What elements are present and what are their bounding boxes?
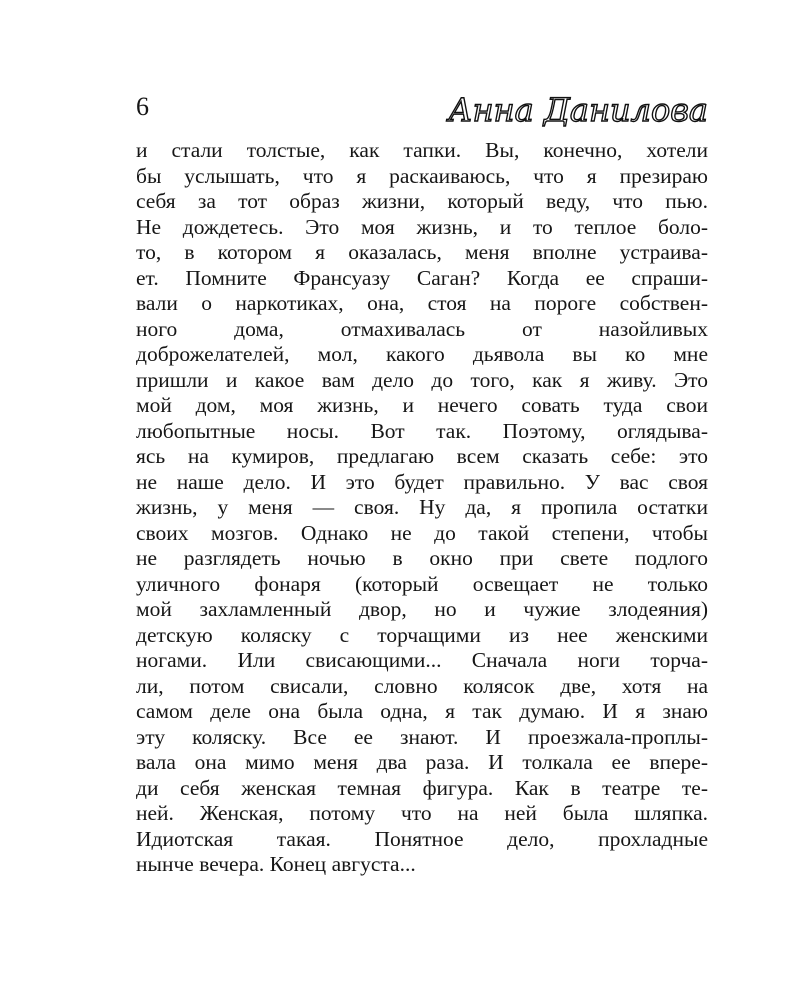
text-line: не наше дело. И это будет правильно. У вас своя (136, 469, 708, 494)
text-line: ней. Женская, потому что на ней была шляпка. (136, 801, 708, 825)
text-line: уличного фонаря (который освещает не только (136, 571, 708, 596)
text-line: любопытные носы. Вот так. Поэтому, оглядыва- (136, 418, 708, 443)
text-line: доброжелателей, мол, какого дьявола вы ко мне (136, 342, 708, 366)
page-number: 6 (136, 92, 149, 121)
text-line: самом деле она была одна, я так думаю. И я знаю (136, 699, 708, 723)
text-line: ли, потом свисали, словно колясок две, хотя на (136, 673, 708, 698)
text-line: то, в котором я оказалась, меня вполне устраива- (136, 240, 708, 264)
text-line: не разглядеть ночью в окно при свете подлого (136, 546, 708, 570)
text-line: Идиотская такая. Понятное дело, прохладные (136, 826, 708, 851)
author-name-graphic (420, 90, 710, 130)
text-line: ди себя женская темная фигура. Как в театре те- (136, 775, 708, 800)
text-line: ясь на кумиров, предлагаю всем сказать себе: это (136, 444, 708, 468)
text-line: мой дом, моя жизнь, и нечего совать туда свои (136, 393, 708, 417)
text-line: своих мозгов. Однако не до такой степени, чтобы (136, 520, 708, 545)
text-line: вали о наркотиках, она, стоя на пороге собствен- (136, 291, 708, 315)
body-text (136, 138, 708, 878)
text-line: эту коляску. Все ее знают. И проезжала-проплы- (136, 724, 708, 749)
text-line: и стали толстые, как тапки. Вы, конечно, хотели (136, 138, 708, 162)
text-line: бы услышать, что я раскаиваюсь, что я презираю (136, 163, 708, 188)
text-line: вала она мимо меня два раза. И толкала ее впере- (136, 750, 708, 774)
text-line: жизнь, у меня — своя. Ну да, я пропила остатки (136, 495, 708, 519)
text-line: ногами. Или свисающими... Сначала ноги торча- (136, 648, 708, 672)
text-line: нынче вечера. Конец августа... (136, 852, 416, 876)
text-line: детскую коляску с торчащими из нее женскими (136, 622, 708, 647)
text-line: ет. Помните Франсуазу Саган? Когда ее спраши- (136, 265, 708, 290)
text-line: пришли и какое вам дело до того, как я живу. Это (136, 367, 708, 392)
author-name: Анна Данилова (448, 91, 708, 129)
text-line: ного дома, отмахивалась от назойливых (136, 316, 708, 341)
running-head-author (420, 90, 710, 130)
text-line: Не дождетесь. Это моя жизнь, и то теплое боло- (136, 214, 708, 239)
text-line: мой захламленный двор, но и чужие злодеяния) (136, 597, 708, 621)
text-line: себя за тот образ жизни, который веду, что пью. (136, 189, 708, 213)
